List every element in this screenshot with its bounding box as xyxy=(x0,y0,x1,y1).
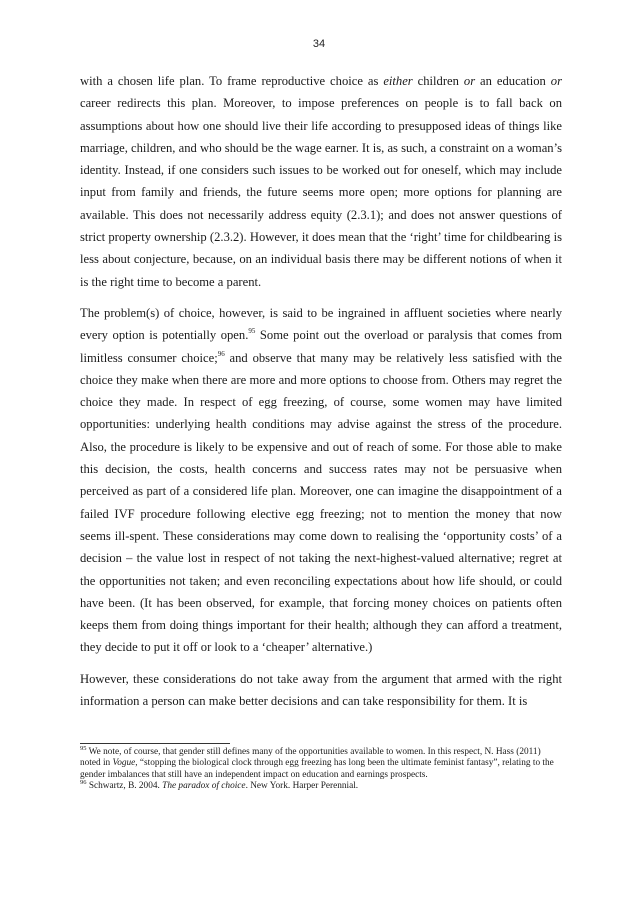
text-segment: an education xyxy=(475,74,551,88)
paragraph xyxy=(80,668,562,713)
body-text xyxy=(80,70,562,712)
footnotes xyxy=(80,747,558,792)
italic-text: or xyxy=(463,74,476,88)
footnote-separator xyxy=(80,743,230,744)
text-segment: , “stopping the biological clock through egg freezing has long been the ultimate feminist fantasy”, relating to the gender imbalances that still have an independent impact on education and earnings prospects. xyxy=(80,758,554,780)
footnote-reference[interactable]: 95 xyxy=(248,327,256,336)
footnote xyxy=(80,747,558,781)
text-segment: However, these considerations do not take away from the argument that armed with the right information a person can make better decisions and can take responsibility for them. It is xyxy=(80,671,562,709)
text-segment: The problem(s) of choice, however, is said to be ingrained in affluent societies where nearly every option is potentially open. xyxy=(80,305,562,343)
page-number: 34 xyxy=(312,38,326,50)
text-segment: Schwartz, B. 2004. xyxy=(86,780,163,791)
text-segment: career redirects this plan. Moreover, to impose preferences on people is to fall back on assumptions about how one should live their life according to presupposed ideas of things like marriage, children, and who should be the wage earner. It is, as such, a constraint on a woman’s identity. Instead, if one considers such issues to be worked out for oneself, which may include input from family and friends, the future seems more open; more options for planning are available. This does not necessarily address equity (2.3.1); and does not answer questions of strict property ownership (2.3.2). However, it does mean that the ‘right’ time for childbearing is less about conjecture, because, on an individual basis there may be different notions of when it is the right time to become a parent. xyxy=(80,96,562,289)
text-segment: children xyxy=(412,74,464,88)
text-segment: with a chosen life plan. To frame reproductive choice as xyxy=(80,74,384,88)
footnote-number: 96 xyxy=(80,778,87,786)
italic-text: or xyxy=(550,74,562,88)
text-segment: We note, of course, that gender still defines many of the opportunities available to women. In this respect, N. Hass (2011) noted in xyxy=(80,747,541,769)
footnote-number: 95 xyxy=(80,745,87,752)
footnote-reference[interactable]: 96 xyxy=(217,349,225,358)
italic-text: The paradox of choice xyxy=(162,780,246,791)
paragraph xyxy=(80,302,562,659)
text-segment: and observe that many may be relatively less satisfied with the choice they make when there are more and more options to choose from. Others may regret the choice they made. In respect of egg freezing, of course, some women may have limited opportunities: underlying health conditions may advise against the stress of the procedure. Also, the procedure is likely to be expensive and out of reach of some. For those able to make this decision, the costs, health concerns and success rates may not be persuasive when perceived as part of a considered life plan. Moreover, one can imagine the disappointment of a failed IVF procedure following elective egg freezing; not to mention the money that now seems ill-spent. These considerations may come down to realising the ‘opportunity costs’ of a decision – the value lost in respect of not taking the next-highest-valued alternative; regret at the opportunities not taken; and even reconciling expectations about how life should, or could have been. (It has been observed, for example, that forcing money choices on patients often keeps them from doing things important for their health; although they can afford a treatment, they decide to put it off or look to a ‘cheaper’ alternative.) xyxy=(80,350,562,655)
italic-text: Vogue xyxy=(112,758,136,769)
text-segment: Some point out the overload or paralysis that comes from limitless consumer choice; xyxy=(80,328,562,365)
footnote xyxy=(80,778,558,792)
text-segment: . New York. Harper Perennial. xyxy=(245,780,359,791)
paragraph xyxy=(80,70,562,293)
italic-text: either xyxy=(383,74,413,88)
